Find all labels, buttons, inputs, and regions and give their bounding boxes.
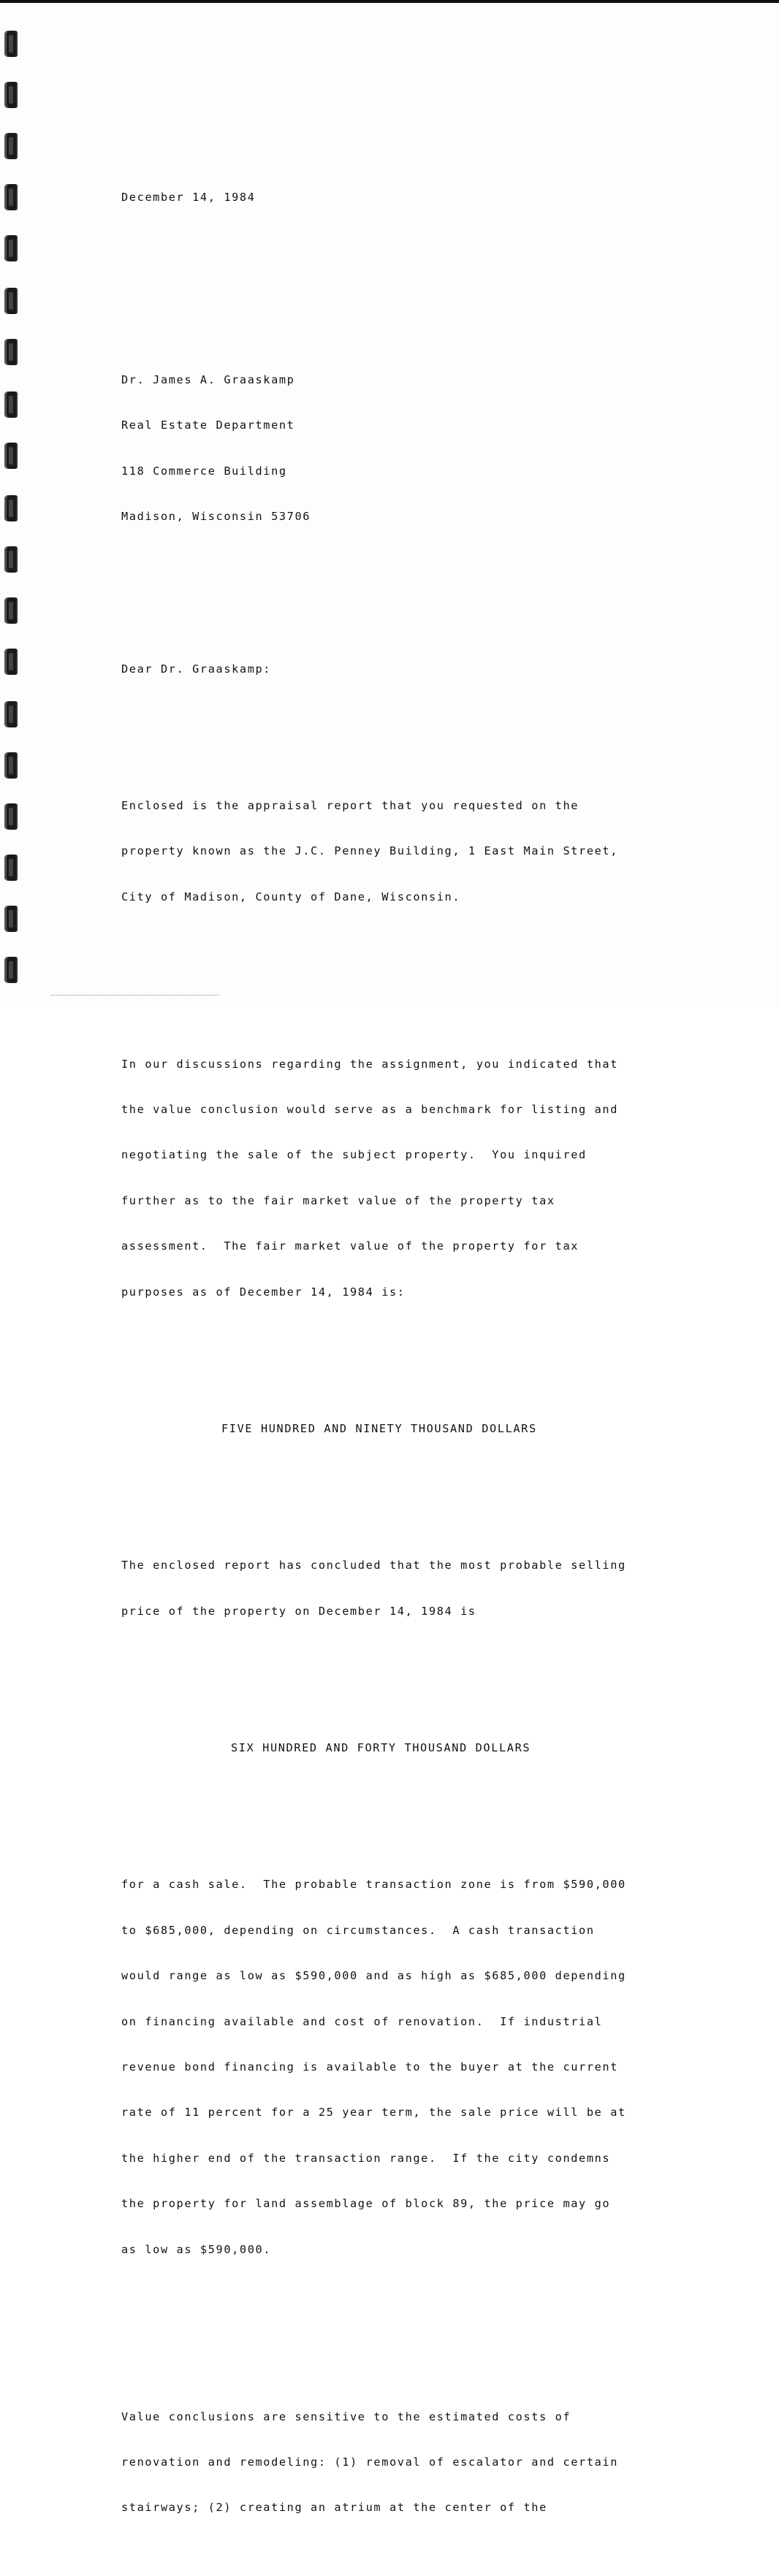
paragraph-value-conclusions — [121, 2379, 728, 2546]
binding-mark — [4, 31, 18, 57]
paragraph-enclosed — [121, 768, 728, 935]
recipient-address — [121, 342, 728, 554]
paragraph-line: for a cash sale. The probable transaction zone is from $590,000 — [121, 1878, 626, 1892]
binding-mark — [4, 546, 18, 573]
paragraph-line: Enclosed is the appraisal report that you requested on the — [121, 798, 580, 812]
recipient-department: Real Estate Department — [121, 418, 295, 432]
paragraph-discussions — [121, 1026, 728, 1330]
binding-mark — [4, 339, 18, 365]
binding-mark — [4, 906, 18, 932]
binding-mark — [4, 82, 18, 108]
binding-mark — [4, 288, 18, 314]
paragraph-line: renovation and remodeling: (1) removal of escalator and certain — [121, 2455, 618, 2469]
paragraph-line: rate of 11 percent for a 25 year term, the sale price will be at — [121, 2106, 626, 2120]
recipient-name: Dr. James A. Graaskamp — [121, 372, 295, 386]
top-edge-rule — [0, 0, 779, 3]
binding-mark — [4, 391, 18, 418]
binding-mark — [4, 184, 18, 210]
recipient-city: Madison, Wisconsin 53706 — [121, 510, 311, 524]
selling-value-statement: SIX HUNDRED AND FORTY THOUSAND DOLLARS — [231, 1741, 531, 1755]
binding-mark — [4, 649, 18, 675]
paragraph-line: the higher end of the transaction range. If the city condemns — [121, 2151, 611, 2165]
paragraph-line: purposes as of December 14, 1984 is: — [121, 1285, 406, 1299]
binding-mark — [4, 235, 18, 261]
tax-value-statement: FIVE HUNDRED AND NINETY THOUSAND DOLLARS — [221, 1421, 537, 1435]
binding-mark — [4, 752, 18, 779]
paragraph-line: stairways; (2) creating an atrium at the center of the — [121, 2501, 547, 2515]
binding-mark — [4, 855, 18, 881]
paragraph-selling-price — [121, 1528, 728, 1649]
binding-mark — [4, 495, 18, 521]
paragraph-line: negotiating the sale of the subject property. You inquired — [121, 1148, 587, 1162]
paragraph-line: The enclosed report has concluded that the most probable selling — [121, 1559, 626, 1572]
paragraph-line: would range as low as $590,000 and as high as $685,000 depending — [121, 1969, 626, 1983]
paragraph-line: City of Madison, County of Dane, Wisconsin. — [121, 890, 461, 903]
binding-mark — [4, 597, 18, 624]
paragraph-line: property known as the J.C. Penney Building, 1 East Main Street, — [121, 844, 618, 858]
binding-mark — [4, 701, 18, 727]
paragraph-cash-sale — [121, 1847, 728, 2288]
paragraph-line: revenue bond financing is available to the buyer at the current — [121, 2060, 618, 2074]
paragraph-line: In our discussions regarding the assignment, you indicated that — [121, 1057, 618, 1071]
letter-body — [121, 159, 728, 2576]
recipient-building: 118 Commerce Building — [121, 464, 287, 478]
letter-date: December 14, 1984 — [121, 190, 256, 204]
paragraph-line: on financing available and cost of renovation. If industrial — [121, 2014, 603, 2028]
binding-mark — [4, 803, 18, 830]
paragraph-line: to $685,000, depending on circumstances. A cash transaction — [121, 1923, 595, 1937]
binding-mark — [4, 133, 18, 159]
binding-mark — [4, 443, 18, 469]
paragraph-line: assessment. The fair market value of the property for tax — [121, 1239, 580, 1253]
salutation: Dear Dr. Graaskamp: — [121, 662, 272, 676]
paragraph-line: further as to the fair market value of the property tax — [121, 1193, 555, 1207]
paragraph-line: the property for land assemblage of block 89, the price may go — [121, 2197, 611, 2211]
binding-mark — [4, 957, 18, 983]
paragraph-line: Value conclusions are sensitive to the estimated costs of — [121, 2409, 571, 2423]
paragraph-line: the value conclusion would serve as a benchmark for listing and — [121, 1103, 618, 1117]
paragraph-line: price of the property on December 14, 1984 is — [121, 1604, 476, 1618]
paragraph-line: as low as $590,000. — [121, 2242, 272, 2256]
